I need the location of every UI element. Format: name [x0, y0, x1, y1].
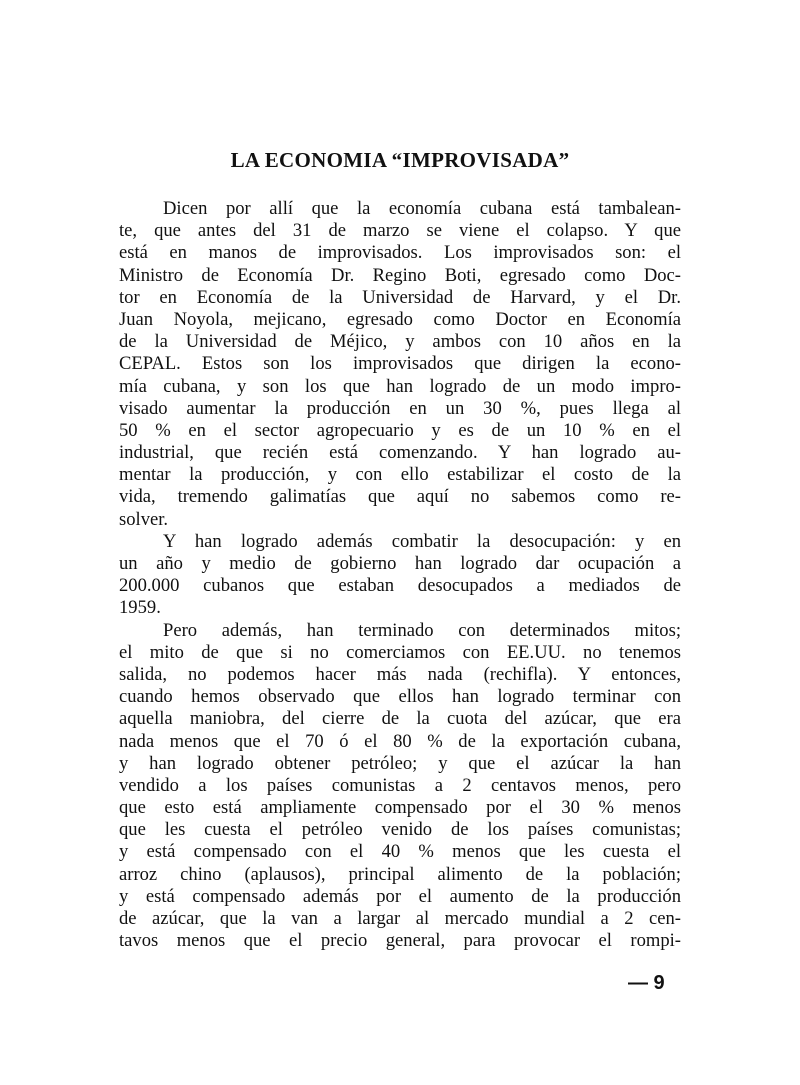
text-line: que esto está ampliamente compensado por el 30 % menos	[119, 797, 681, 819]
text-line: está en manos de improvisados. Los improvisados son: el	[119, 242, 681, 264]
text-line: tor en Economía de la Universidad de Harvard, y el Dr.	[119, 286, 681, 308]
text-line: nada menos que el 70 ó el 80 % de la exportación cubana,	[119, 730, 681, 752]
text-line: el mito de que si no comerciamos con EE.UU. no tenemos	[119, 641, 681, 663]
text-line: Ministro de Economía Dr. Regino Boti, egresado como Doc-	[119, 264, 681, 286]
text-line: un año y medio de gobierno han logrado dar ocupación a	[119, 553, 681, 574]
text-line: y está compensado además por el aumento de la producción	[119, 885, 681, 907]
text-line: Dicen por allí que la economía cubana está tambalean-	[163, 198, 681, 219]
text-line: Pero además, han terminado con determinados mitos;	[163, 619, 681, 641]
text-line: Y han logrado además combatir la desocupación: y en	[163, 530, 681, 552]
text-line: cuando hemos observado que ellos han logrado terminar con	[119, 686, 681, 708]
text-line: 50 % en el sector agropecuario y es de un 10 % en el	[119, 419, 681, 441]
text-line: Juan Noyola, mejicano, egresado como Doctor en Economía	[119, 308, 681, 330]
text-line: salida, no podemos hacer más nada (rechifla). Y entonces,	[119, 663, 681, 685]
page-title: LA ECONOMIA “IMPROVISADA”	[230, 148, 570, 172]
text-line: aquella maniobra, del cierre de la cuota del azúcar, que era	[119, 708, 681, 730]
text-line: te, que antes del 31 de marzo se viene el colapso. Y que	[119, 220, 681, 242]
page-number: — 9	[628, 972, 665, 994]
text-line: y han logrado obtener petróleo; y que el azúcar la han	[119, 752, 681, 774]
text-line: de azúcar, que la van a largar al mercado mundial a 2 cen-	[119, 908, 681, 929]
text-line: mentar la producción, y con ello estabilizar el costo de la	[119, 464, 681, 486]
text-line: industrial, que recién está comenzando. Y han logrado au-	[119, 442, 681, 464]
text-line: CEPAL. Estos son los improvisados que dirigen la econo-	[119, 353, 681, 375]
text-line: 200.000 cubanos que estaban desocupados a mediados de	[119, 575, 681, 597]
text-line: arroz chino (aplausos), principal alimento de la población;	[119, 863, 681, 885]
text-line: vida, tremendo galimatías que aquí no sabemos como re-	[119, 486, 681, 508]
text-line: tavos menos que el precio general, para provocar el rompi-	[119, 930, 681, 952]
text-line: 1959.	[119, 597, 161, 619]
text-line: mía cubana, y son los que han logrado de un modo impro-	[119, 375, 681, 397]
text-line: que les cuesta el petróleo venido de los países comunistas;	[119, 819, 681, 841]
text-line: solver.	[119, 508, 169, 530]
text-line: visado aumentar la producción en un 30 %, pues llega al	[119, 397, 681, 419]
text-line: vendido a los países comunistas a 2 centavos menos, pero	[119, 774, 681, 796]
text-line: y está compensado con el 40 % menos que les cuesta el	[119, 841, 681, 863]
text-line: de la Universidad de Méjico, y ambos con 10 años en la	[119, 331, 681, 353]
body-text	[119, 198, 681, 952]
